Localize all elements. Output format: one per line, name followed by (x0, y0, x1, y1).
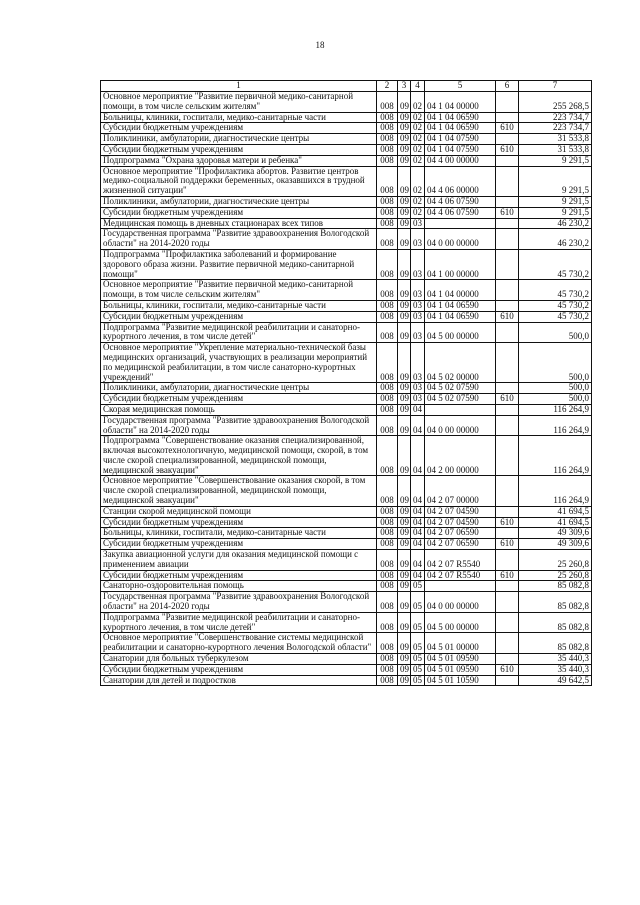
cell-section: 09 (398, 415, 411, 436)
cell-target-article: 04 1 04 07590 (425, 134, 496, 145)
table-row (101, 196, 592, 207)
cell-admin-code: 008 (377, 581, 398, 592)
table-row (101, 144, 592, 155)
cell-amount: 35 440,3 (519, 654, 592, 665)
cell-expense-type (496, 134, 519, 145)
cell-target-article: 04 2 07 06590 (425, 528, 496, 539)
cell-name: Основное мероприятие "Совершенствование оказания скорой, в том числе скорой специализированной, медицинской помощи, медицинской эвакуации" (101, 476, 377, 506)
cell-target-article: 04 5 01 00000 (425, 633, 496, 654)
table-row (101, 517, 592, 528)
cell-admin-code: 008 (377, 92, 398, 113)
cell-name: Санаторно-оздоровительная помощь (101, 581, 377, 592)
table-row (101, 612, 592, 633)
cell-amount: 49 309,6 (519, 539, 592, 550)
cell-section: 09 (398, 517, 411, 528)
table-row (101, 134, 592, 145)
cell-amount: 9 291,5 (519, 196, 592, 207)
cell-amount: 85 082,8 (519, 633, 592, 654)
cell-amount: 116 264,9 (519, 415, 592, 436)
cell-name: Субсидии бюджетным учреждениям (101, 394, 377, 405)
cell-name: Поликлиники, амбулатории, диагностические центры (101, 196, 377, 207)
table-row (101, 539, 592, 550)
cell-target-article: 04 0 00 00000 (425, 592, 496, 613)
cell-target-article: 04 4 06 07590 (425, 196, 496, 207)
cell-amount: 31 533,8 (519, 144, 592, 155)
cell-expense-type (496, 528, 519, 539)
table-row (101, 404, 592, 415)
cell-target-article: 04 4 06 07590 (425, 207, 496, 218)
cell-subsection: 03 (411, 394, 425, 405)
cell-expense-type: 610 (496, 311, 519, 322)
cell-target-article: 04 2 07 R5540 (425, 570, 496, 581)
cell-name: Государственная программа "Развитие здравоохранения Вологодской области" на 2014-2020 годы (101, 415, 377, 436)
cell-admin-code: 008 (377, 592, 398, 613)
table-row (101, 570, 592, 581)
cell-target-article: 04 2 07 04590 (425, 506, 496, 517)
cell-subsection: 04 (411, 517, 425, 528)
cell-amount: 41 694,5 (519, 506, 592, 517)
cell-target-article: 04 5 02 07590 (425, 383, 496, 394)
cell-expense-type (496, 343, 519, 383)
cell-expense-type: 610 (496, 517, 519, 528)
cell-name: Основное мероприятие "Развитие первичной медико-санитарной помощи, в том числе сельским жителям" (101, 92, 377, 113)
cell-subsection: 03 (411, 300, 425, 311)
cell-subsection: 02 (411, 123, 425, 134)
cell-admin-code: 008 (377, 300, 398, 311)
cell-subsection: 04 (411, 570, 425, 581)
cell-admin-code: 008 (377, 123, 398, 134)
table-row (101, 592, 592, 613)
cell-target-article: 04 5 00 00000 (425, 322, 496, 343)
cell-expense-type (496, 218, 519, 229)
header-col-7: 7 (519, 81, 592, 92)
cell-target-article: 04 4 06 00000 (425, 166, 496, 196)
cell-name: Основное мероприятие "Укрепление материально-технической базы медицинских организаций, участвующих в реализации мероприятий по медицинской реабилитации, в том числе санаторно-курортных учреждений" (101, 343, 377, 383)
cell-amount: 31 533,8 (519, 134, 592, 145)
cell-amount: 45 730,2 (519, 280, 592, 301)
cell-amount: 500,0 (519, 394, 592, 405)
table-row (101, 218, 592, 229)
cell-target-article: 04 5 01 09590 (425, 654, 496, 665)
cell-admin-code: 008 (377, 207, 398, 218)
cell-expense-type (496, 112, 519, 123)
cell-name: Государственная программа "Развитие здравоохранения Вологодской области" на 2014-2020 годы (101, 592, 377, 613)
cell-target-article: 04 1 04 06590 (425, 311, 496, 322)
cell-section: 09 (398, 343, 411, 383)
cell-section: 09 (398, 249, 411, 279)
cell-expense-type (496, 322, 519, 343)
cell-subsection: 04 (411, 539, 425, 550)
cell-section: 09 (398, 550, 411, 571)
cell-target-article: 04 0 00 00000 (425, 229, 496, 250)
cell-expense-type: 610 (496, 570, 519, 581)
cell-expense-type (496, 92, 519, 113)
cell-expense-type (496, 196, 519, 207)
table-row (101, 280, 592, 301)
cell-admin-code: 008 (377, 229, 398, 250)
cell-expense-type (496, 300, 519, 311)
table-row (101, 528, 592, 539)
cell-subsection: 03 (411, 383, 425, 394)
header-col-4: 4 (411, 81, 425, 92)
cell-name: Закупка авиационной услуги для оказания медицинской помощи с применением авиации (101, 550, 377, 571)
cell-section: 09 (398, 506, 411, 517)
cell-section: 09 (398, 570, 411, 581)
cell-expense-type (496, 675, 519, 686)
cell-name: Больницы, клиники, госпитали, медико-санитарные части (101, 300, 377, 311)
table-row (101, 112, 592, 123)
table-row (101, 229, 592, 250)
cell-section: 09 (398, 280, 411, 301)
cell-amount: 45 730,2 (519, 249, 592, 279)
cell-expense-type (496, 404, 519, 415)
cell-name: Подпрограмма "Охрана здоровья матери и ребенка" (101, 155, 377, 166)
cell-expense-type (496, 506, 519, 517)
table-row (101, 675, 592, 686)
cell-expense-type (496, 166, 519, 196)
cell-amount: 500,0 (519, 343, 592, 383)
cell-expense-type (496, 550, 519, 571)
cell-subsection: 03 (411, 343, 425, 383)
cell-target-article: 04 2 07 04590 (425, 517, 496, 528)
cell-expense-type: 610 (496, 394, 519, 405)
cell-subsection: 03 (411, 322, 425, 343)
cell-name: Основное мероприятие "Совершенствование системы медицинской реабилитации и санаторно-курортного лечения Вологодской области" (101, 633, 377, 654)
cell-subsection: 05 (411, 633, 425, 654)
cell-target-article: 04 5 02 07590 (425, 394, 496, 405)
cell-target-article: 04 1 04 00000 (425, 92, 496, 113)
cell-expense-type: 610 (496, 207, 519, 218)
cell-section: 09 (398, 675, 411, 686)
cell-amount: 49 309,6 (519, 528, 592, 539)
cell-name: Поликлиники, амбулатории, диагностические центры (101, 134, 377, 145)
cell-expense-type (496, 476, 519, 506)
cell-section: 09 (398, 539, 411, 550)
cell-expense-type (496, 280, 519, 301)
header-col-3: 3 (398, 81, 411, 92)
cell-target-article: 04 5 02 00000 (425, 343, 496, 383)
cell-subsection: 05 (411, 592, 425, 613)
cell-section: 09 (398, 229, 411, 250)
cell-name: Поликлиники, амбулатории, диагностические центры (101, 383, 377, 394)
cell-target-article: 04 1 00 00000 (425, 249, 496, 279)
table-row (101, 166, 592, 196)
cell-target-article (425, 404, 496, 415)
cell-subsection: 02 (411, 144, 425, 155)
cell-expense-type (496, 155, 519, 166)
cell-amount: 41 694,5 (519, 517, 592, 528)
cell-name: Основное мероприятие "Развитие первичной медико-санитарной помощи, в том числе сельским жителям" (101, 280, 377, 301)
cell-subsection: 04 (411, 550, 425, 571)
table-row (101, 654, 592, 665)
cell-target-article (425, 218, 496, 229)
cell-subsection: 02 (411, 207, 425, 218)
cell-admin-code: 008 (377, 383, 398, 394)
cell-target-article: 04 0 00 00000 (425, 415, 496, 436)
cell-amount: 223 734,7 (519, 112, 592, 123)
cell-admin-code: 008 (377, 517, 398, 528)
cell-subsection: 02 (411, 155, 425, 166)
cell-expense-type (496, 612, 519, 633)
cell-admin-code: 008 (377, 322, 398, 343)
cell-section: 09 (398, 436, 411, 476)
cell-target-article: 04 5 00 00000 (425, 612, 496, 633)
cell-subsection: 05 (411, 664, 425, 675)
cell-admin-code: 008 (377, 675, 398, 686)
cell-admin-code: 008 (377, 528, 398, 539)
table-row (101, 249, 592, 279)
cell-expense-type: 610 (496, 539, 519, 550)
cell-name: Субсидии бюджетным учреждениям (101, 664, 377, 675)
cell-expense-type: 610 (496, 144, 519, 155)
cell-amount: 46 230,2 (519, 218, 592, 229)
cell-admin-code: 008 (377, 343, 398, 383)
cell-target-article: 04 1 04 06590 (425, 112, 496, 123)
cell-admin-code: 008 (377, 155, 398, 166)
cell-target-article: 04 2 00 00000 (425, 436, 496, 476)
table-row (101, 383, 592, 394)
cell-section: 09 (398, 144, 411, 155)
cell-section: 09 (398, 218, 411, 229)
cell-section: 09 (398, 207, 411, 218)
table-row (101, 550, 592, 571)
cell-target-article: 04 5 01 09590 (425, 664, 496, 675)
table-row (101, 92, 592, 113)
cell-expense-type (496, 436, 519, 476)
cell-subsection: 02 (411, 166, 425, 196)
cell-amount: 116 264,9 (519, 436, 592, 476)
cell-subsection: 04 (411, 436, 425, 476)
cell-target-article: 04 2 07 00000 (425, 476, 496, 506)
cell-section: 09 (398, 92, 411, 113)
cell-name: Субсидии бюджетным учреждениям (101, 570, 377, 581)
cell-section: 09 (398, 592, 411, 613)
cell-admin-code: 008 (377, 280, 398, 301)
cell-section: 09 (398, 612, 411, 633)
cell-name: Подпрограмма "Профилактика заболеваний и формирование здорового образа жизни. Развитие первичной медико-санитарной помощи" (101, 249, 377, 279)
cell-subsection: 04 (411, 528, 425, 539)
cell-subsection: 05 (411, 654, 425, 665)
cell-amount: 500,0 (519, 383, 592, 394)
cell-section: 09 (398, 300, 411, 311)
cell-admin-code: 008 (377, 166, 398, 196)
cell-amount: 85 082,8 (519, 612, 592, 633)
cell-section: 09 (398, 311, 411, 322)
cell-amount: 116 264,9 (519, 476, 592, 506)
cell-subsection: 03 (411, 249, 425, 279)
cell-amount: 45 730,2 (519, 300, 592, 311)
cell-subsection: 03 (411, 229, 425, 250)
cell-admin-code: 008 (377, 436, 398, 476)
cell-admin-code: 008 (377, 249, 398, 279)
table-row (101, 322, 592, 343)
cell-section: 09 (398, 404, 411, 415)
table-row (101, 506, 592, 517)
cell-name: Подпрограмма "Развитие медицинской реабилитации и санаторно-курортного лечения, в том числе детей" (101, 322, 377, 343)
cell-name: Субсидии бюджетным учреждениям (101, 539, 377, 550)
cell-admin-code: 008 (377, 112, 398, 123)
table-row (101, 155, 592, 166)
cell-section: 09 (398, 196, 411, 207)
cell-target-article: 04 5 01 10590 (425, 675, 496, 686)
cell-amount: 46 230,2 (519, 229, 592, 250)
header-col-6: 6 (496, 81, 519, 92)
cell-name: Основное мероприятие "Профилактика абортов. Развитие центров медико-социальной поддержки беременных, оказавшихся в трудной жизненной ситуации" (101, 166, 377, 196)
cell-subsection: 03 (411, 280, 425, 301)
cell-target-article: 04 1 04 00000 (425, 280, 496, 301)
cell-expense-type (496, 229, 519, 250)
cell-name: Скорая медицинская помощь (101, 404, 377, 415)
cell-subsection: 05 (411, 581, 425, 592)
cell-target-article: 04 2 07 06590 (425, 539, 496, 550)
cell-amount: 116 264,9 (519, 404, 592, 415)
table-row (101, 633, 592, 654)
cell-amount: 25 260,8 (519, 550, 592, 571)
cell-name: Субсидии бюджетным учреждениям (101, 207, 377, 218)
table-row (101, 394, 592, 405)
header-row (101, 81, 592, 92)
table-row (101, 123, 592, 134)
cell-section: 09 (398, 654, 411, 665)
cell-name: Субсидии бюджетным учреждениям (101, 311, 377, 322)
cell-section: 09 (398, 581, 411, 592)
cell-admin-code: 008 (377, 218, 398, 229)
cell-amount: 45 730,2 (519, 311, 592, 322)
cell-name: Санатории для детей и подростков (101, 675, 377, 686)
cell-amount: 9 291,5 (519, 155, 592, 166)
budget-table (100, 80, 592, 686)
header-col-2: 2 (377, 81, 398, 92)
cell-expense-type (496, 383, 519, 394)
cell-expense-type (496, 249, 519, 279)
cell-target-article: 04 1 04 07590 (425, 144, 496, 155)
cell-name: Субсидии бюджетным учреждениям (101, 517, 377, 528)
cell-section: 09 (398, 383, 411, 394)
cell-name: Подпрограмма "Развитие медицинской реабилитации и санаторно-курортного лечения, в том числе детей" (101, 612, 377, 633)
cell-amount: 85 082,8 (519, 592, 592, 613)
cell-admin-code: 008 (377, 134, 398, 145)
cell-name: Больницы, клиники, госпитали, медико-санитарные части (101, 112, 377, 123)
cell-subsection: 02 (411, 92, 425, 113)
cell-amount: 85 082,8 (519, 581, 592, 592)
cell-admin-code: 008 (377, 539, 398, 550)
cell-target-article: 04 1 04 06590 (425, 123, 496, 134)
header-col-1: 1 (101, 81, 377, 92)
cell-admin-code: 008 (377, 664, 398, 675)
cell-admin-code: 008 (377, 476, 398, 506)
cell-name: Субсидии бюджетным учреждениям (101, 123, 377, 134)
cell-expense-type (496, 654, 519, 665)
header-col-5: 5 (425, 81, 496, 92)
cell-subsection: 04 (411, 506, 425, 517)
table-row (101, 207, 592, 218)
cell-section: 09 (398, 166, 411, 196)
cell-amount: 25 260,8 (519, 570, 592, 581)
cell-admin-code: 008 (377, 633, 398, 654)
cell-section: 09 (398, 155, 411, 166)
cell-section: 09 (398, 123, 411, 134)
cell-section: 09 (398, 633, 411, 654)
cell-amount: 9 291,5 (519, 207, 592, 218)
cell-admin-code: 008 (377, 506, 398, 517)
cell-admin-code: 008 (377, 570, 398, 581)
cell-amount: 9 291,5 (519, 166, 592, 196)
cell-subsection: 04 (411, 415, 425, 436)
cell-admin-code: 008 (377, 311, 398, 322)
table-row (101, 415, 592, 436)
cell-name: Государственная программа "Развитие здравоохранения Вологодской области" на 2014-2020 годы (101, 229, 377, 250)
cell-admin-code: 008 (377, 550, 398, 571)
cell-section: 09 (398, 664, 411, 675)
cell-expense-type (496, 592, 519, 613)
cell-subsection: 04 (411, 404, 425, 415)
cell-subsection: 02 (411, 112, 425, 123)
table-row (101, 581, 592, 592)
table-body (101, 92, 592, 686)
cell-admin-code: 008 (377, 196, 398, 207)
cell-subsection: 03 (411, 311, 425, 322)
cell-admin-code: 008 (377, 654, 398, 665)
cell-target-article (425, 581, 496, 592)
cell-section: 09 (398, 112, 411, 123)
cell-amount: 35 440,3 (519, 664, 592, 675)
cell-name: Подпрограмма "Совершенствование оказания специализированной, включая высокотехнологичную, медицинской помощи, скорой, в том числе скорой специализированной, медицинской помощи, медицинской эвакуации" (101, 436, 377, 476)
cell-section: 09 (398, 476, 411, 506)
cell-target-article: 04 1 04 06590 (425, 300, 496, 311)
cell-subsection: 05 (411, 612, 425, 633)
page-number: 18 (315, 40, 325, 50)
cell-admin-code: 008 (377, 404, 398, 415)
cell-expense-type (496, 633, 519, 654)
cell-name: Субсидии бюджетным учреждениям (101, 144, 377, 155)
cell-amount: 49 642,5 (519, 675, 592, 686)
cell-admin-code: 008 (377, 415, 398, 436)
table-row (101, 300, 592, 311)
cell-subsection: 03 (411, 218, 425, 229)
cell-expense-type (496, 415, 519, 436)
cell-admin-code: 008 (377, 394, 398, 405)
cell-amount: 255 268,5 (519, 92, 592, 113)
cell-subsection: 04 (411, 476, 425, 506)
cell-name: Больницы, клиники, госпитали, медико-санитарные части (101, 528, 377, 539)
cell-amount: 223 734,7 (519, 123, 592, 134)
cell-name: Санатории для больных туберкулезом (101, 654, 377, 665)
cell-name: Медицинская помощь в дневных стационарах всех типов (101, 218, 377, 229)
table-row (101, 343, 592, 383)
table-row (101, 664, 592, 675)
cell-section: 09 (398, 322, 411, 343)
cell-subsection: 05 (411, 675, 425, 686)
cell-expense-type (496, 581, 519, 592)
cell-target-article: 04 4 00 00000 (425, 155, 496, 166)
cell-expense-type: 610 (496, 664, 519, 675)
cell-subsection: 02 (411, 134, 425, 145)
table-row (101, 436, 592, 476)
cell-admin-code: 008 (377, 144, 398, 155)
table-row (101, 476, 592, 506)
cell-name: Станции скорой медицинской помощи (101, 506, 377, 517)
cell-section: 09 (398, 394, 411, 405)
cell-subsection: 02 (411, 196, 425, 207)
cell-expense-type: 610 (496, 123, 519, 134)
cell-section: 09 (398, 134, 411, 145)
table-row (101, 311, 592, 322)
cell-amount: 500,0 (519, 322, 592, 343)
cell-admin-code: 008 (377, 612, 398, 633)
cell-target-article: 04 2 07 R5540 (425, 550, 496, 571)
cell-section: 09 (398, 528, 411, 539)
